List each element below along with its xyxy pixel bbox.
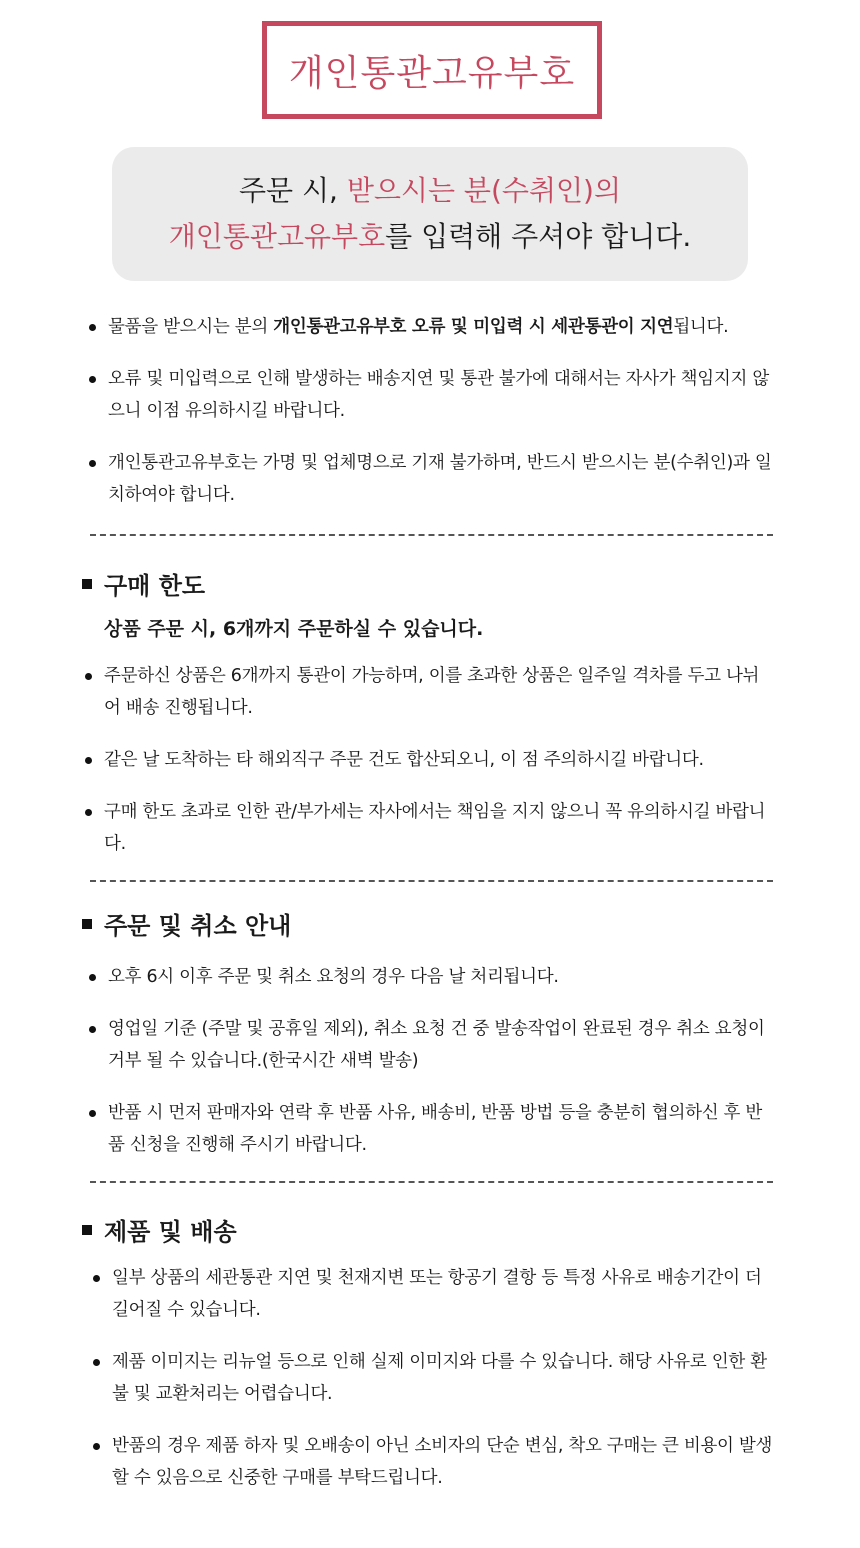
list-item: 오류 및 미입력으로 인해 발생하는 배송지연 및 통관 불가에 대해서는 자사가 책임지지 않으니 이점 유의하시길 바랍니다. bbox=[108, 363, 778, 427]
list-item: 같은 날 도착하는 타 해외직구 주문 건도 합산되오니, 이 점 주의하시길 바랍니다. bbox=[104, 744, 774, 776]
item-text: 됩니다. bbox=[673, 317, 729, 337]
section-heading bbox=[82, 906, 291, 941]
section-subline: 상품 주문 시, 6개까지 주문하실 수 있습니다. bbox=[104, 618, 484, 640]
item-text: 물품을 받으시는 분의 bbox=[108, 317, 274, 337]
notice-line-2-plain: 를 입력해 주셔야 합니다. bbox=[385, 220, 692, 253]
section-heading-text: 구매 한도 bbox=[104, 572, 206, 600]
list-item: 일부 상품의 세관통관 지연 및 천재지변 또는 항공기 결항 등 특정 사유로 배송기간이 더 길어질 수 있습니다. bbox=[112, 1262, 782, 1326]
title-box bbox=[262, 21, 602, 119]
list-item: 반품의 경우 제품 하자 및 오배송이 아닌 소비자의 단순 변심, 착오 구매는 큰 비용이 발생할 수 있음으로 신중한 구매를 부탁드립니다. bbox=[112, 1430, 782, 1494]
section-list bbox=[112, 1262, 782, 1494]
dashed-divider bbox=[90, 534, 773, 536]
section-heading-text: 주문 및 취소 안내 bbox=[104, 912, 292, 940]
list-item bbox=[108, 311, 778, 343]
notice-box bbox=[112, 147, 748, 281]
square-bullet-icon bbox=[82, 579, 92, 589]
section-heading bbox=[82, 1212, 237, 1247]
notice-line-2-accent: 개인통관고유부호 bbox=[168, 220, 386, 253]
square-bullet-icon bbox=[82, 919, 92, 929]
intro-list bbox=[108, 311, 778, 511]
list-item: 반품 시 먼저 판매자와 연락 후 반품 사유, 배송비, 반품 방법 등을 충분히 협의하신 후 반품 신청을 진행해 주시기 바랍니다. bbox=[108, 1097, 778, 1161]
section-heading-text: 제품 및 배송 bbox=[104, 1218, 237, 1246]
page-title: 개인통관고유부호 bbox=[288, 52, 576, 94]
dashed-divider bbox=[90, 1181, 773, 1183]
notice-line-2 bbox=[169, 214, 691, 260]
list-item: 제품 이미지는 리뉴얼 등으로 인해 실제 이미지와 다를 수 있습니다. 해당 사유로 인한 환불 및 교환처리는 어렵습니다. bbox=[112, 1346, 782, 1410]
section-list bbox=[108, 961, 778, 1161]
square-bullet-icon bbox=[82, 1225, 92, 1235]
notice-line-1-plain: 주문 시, bbox=[238, 174, 347, 207]
notice-line-1 bbox=[239, 168, 621, 214]
item-bold-text: 개인통관고유부호 오류 및 미입력 시 세관통관이 지연 bbox=[273, 317, 674, 337]
list-item: 주문하신 상품은 6개까지 통관이 가능하며, 이를 초과한 상품은 일주일 격차를 두고 나뉘어 배송 진행됩니다. bbox=[104, 660, 774, 724]
list-item: 구매 한도 초과로 인한 관/부가세는 자사에서는 책임을 지지 않으니 꼭 유의하시길 바랍니다. bbox=[104, 796, 774, 860]
list-item: 개인통관고유부호는 가명 및 업체명으로 기재 불가하며, 반드시 받으시는 분(수취인)과 일치하여야 합니다. bbox=[108, 447, 778, 511]
list-item: 영업일 기준 (주말 및 공휴일 제외), 취소 요청 건 중 발송작업이 완료된 경우 취소 요청이 거부 될 수 있습니다.(한국시간 새벽 발송) bbox=[108, 1013, 778, 1077]
notice-line-1-accent: 받으시는 분(수취인)의 bbox=[346, 174, 622, 207]
section-heading bbox=[82, 566, 205, 601]
list-item: 오후 6시 이후 주문 및 취소 요청의 경우 다음 날 처리됩니다. bbox=[108, 961, 778, 993]
section-list bbox=[104, 660, 774, 860]
dashed-divider bbox=[90, 880, 773, 882]
